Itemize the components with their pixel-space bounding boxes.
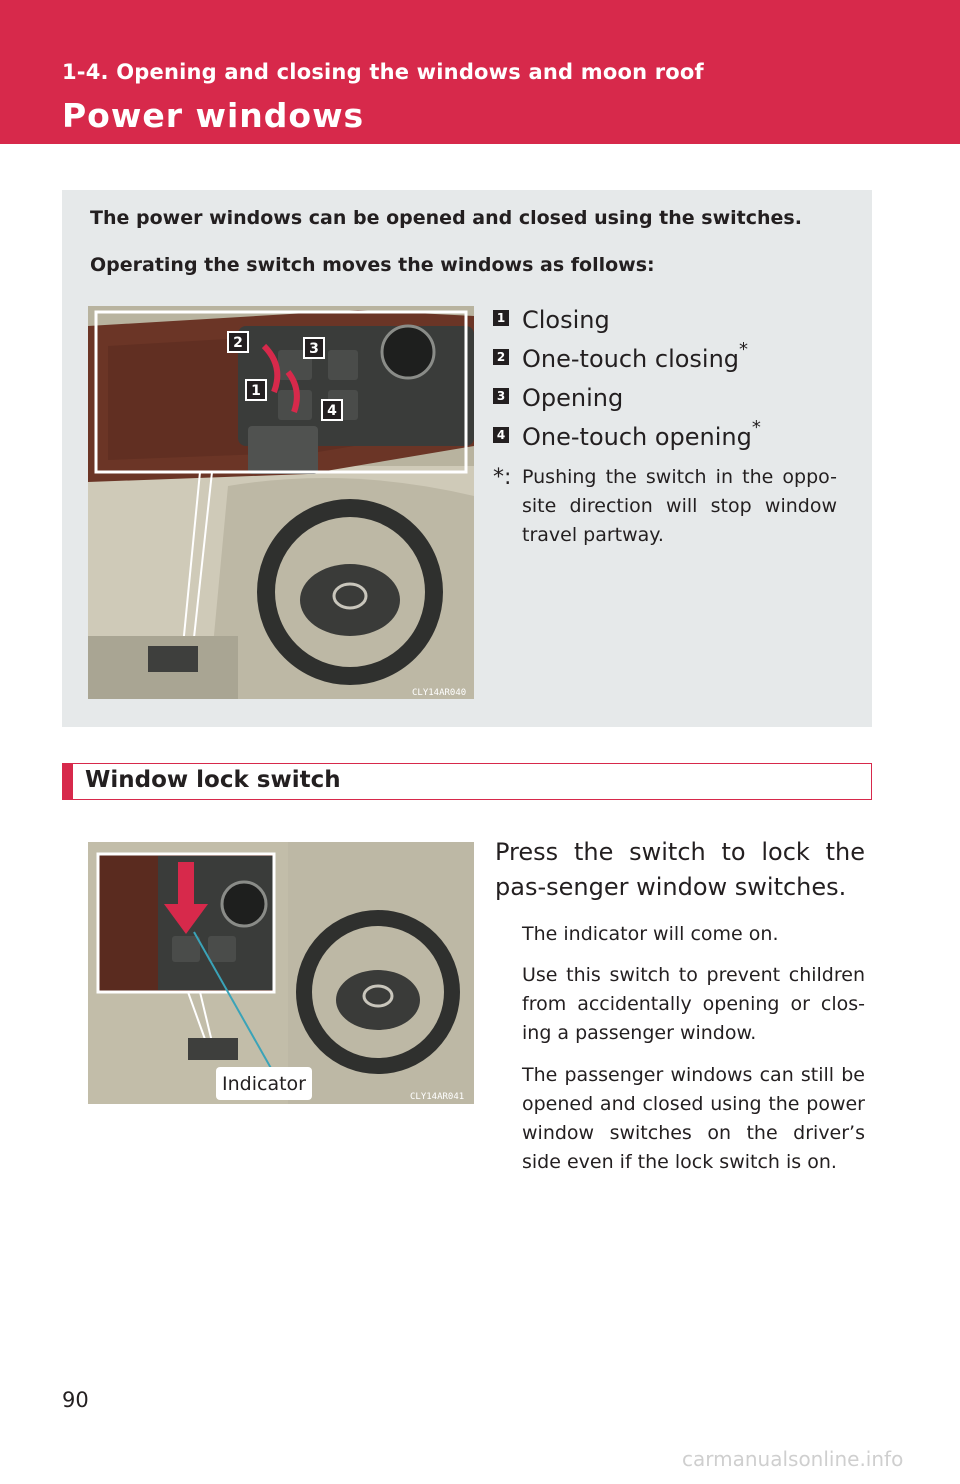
callout-4-label: 4 bbox=[327, 403, 337, 419]
legend-item-closing bbox=[493, 302, 610, 334]
figure-code: CLY14AR040 bbox=[412, 688, 467, 698]
legend-label: Opening bbox=[522, 383, 624, 412]
indicator-callout: Indicator bbox=[216, 1067, 312, 1100]
legend-label: One-touch opening bbox=[522, 422, 752, 451]
number-badge: 3 bbox=[493, 388, 509, 404]
subheading-bar bbox=[62, 763, 872, 800]
number-badge: 1 bbox=[493, 310, 509, 326]
lock-lead-text: Press the switch to lock the pas-senger window switches. bbox=[495, 838, 865, 901]
footnote-marker: *: bbox=[493, 465, 512, 490]
number-badge: 4 bbox=[493, 427, 509, 443]
page-number: 90 bbox=[62, 1388, 89, 1412]
window-lock-photo bbox=[88, 842, 474, 1104]
asterisk: * bbox=[739, 338, 749, 360]
section-label: 1-4. Opening and closing the windows and moon roof bbox=[62, 60, 704, 84]
intro-line-2: Operating the switch moves the windows as follows: bbox=[90, 254, 655, 276]
window-switch-illustration bbox=[88, 306, 474, 699]
legend-label: One-touch closing bbox=[522, 344, 740, 373]
callout-2-label: 2 bbox=[233, 335, 243, 351]
window-lock-illustration bbox=[88, 842, 474, 1104]
lock-detail-1: The indicator will come on. bbox=[522, 923, 779, 945]
callout-1-label: 1 bbox=[251, 383, 261, 399]
asterisk: * bbox=[751, 416, 761, 438]
number-badge: 2 bbox=[493, 349, 509, 365]
window-switch-photo bbox=[88, 306, 474, 699]
legend-item-one-touch-opening bbox=[493, 416, 761, 451]
footnote-text: Pushing the switch in the oppo-site direction will stop window travel partway. bbox=[522, 466, 837, 546]
footnote bbox=[493, 463, 837, 550]
legend-label: Closing bbox=[522, 305, 610, 334]
lock-detail-2: Use this switch to prevent children from accidentally opening or clos-ing a passenger window. bbox=[522, 964, 865, 1044]
subheading-accent bbox=[63, 764, 73, 799]
legend-item-one-touch-closing bbox=[493, 338, 749, 373]
legend-item-opening bbox=[493, 380, 623, 412]
page-title: Power windows bbox=[62, 96, 365, 135]
figure-code: CLY14AR041 bbox=[410, 1092, 465, 1102]
watermark: carmanualsonline.info bbox=[682, 1447, 904, 1471]
lock-detail-3: The passenger windows can still be opened and closed using the power window switches on the driver’s side even if the lock switch is on. bbox=[522, 1064, 865, 1173]
callout-3-label: 3 bbox=[309, 341, 319, 357]
subheading-title: Window lock switch bbox=[85, 767, 341, 793]
intro-line-1: The power windows can be opened and closed using the switches. bbox=[90, 207, 802, 229]
